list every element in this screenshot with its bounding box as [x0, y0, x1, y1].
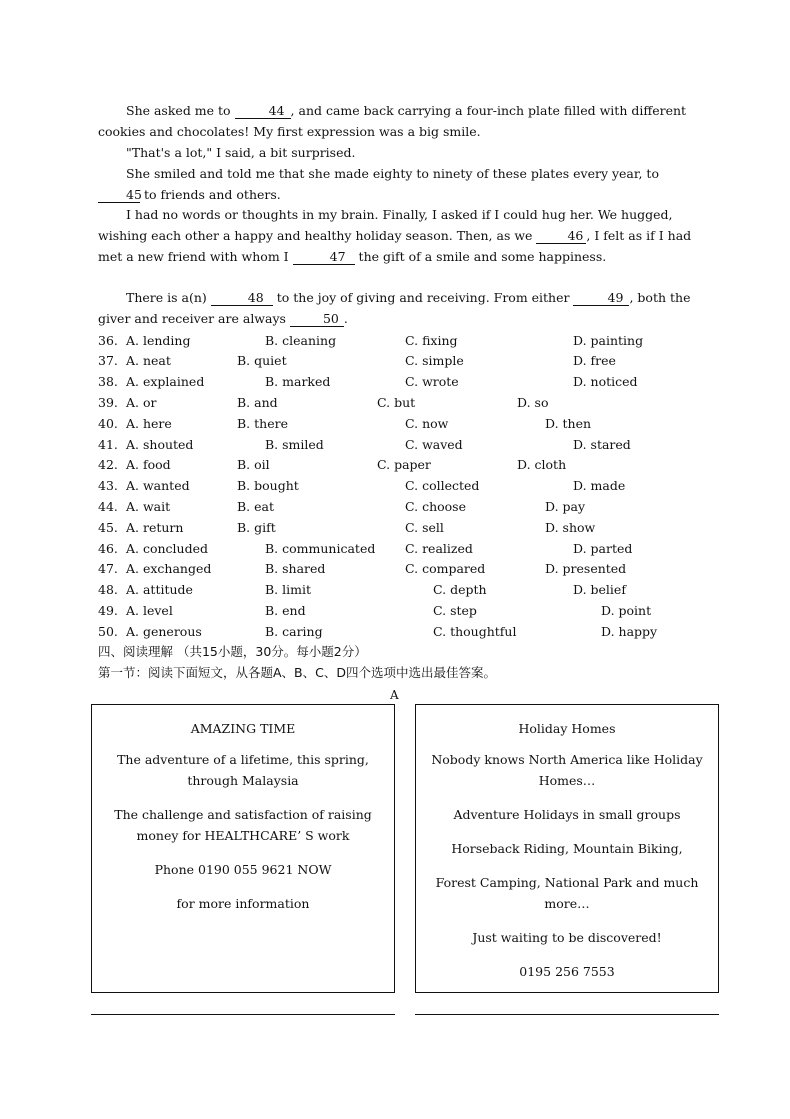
question-row: 36. A. lending B. cleaning C. fixing D. painting [98, 331, 718, 351]
question-row: 46. A. concluded B. communicated C. realized D. parted [98, 539, 718, 559]
ad-text: for more information [176, 896, 310, 911]
question-row: 37. A. neat B. quiet C. simple D. free [98, 351, 718, 371]
option-b: B. cleaning [265, 333, 337, 348]
option-d: D. parted [573, 541, 633, 556]
option-b: B. oil [237, 457, 270, 472]
option-c: C. compared [405, 561, 486, 576]
ad-text: Adventure Holidays in small groups [453, 807, 681, 822]
option-c: C. realized [405, 541, 473, 556]
question-row: 44. A. wait B. eat C. choose D. pay [98, 497, 718, 517]
blank-48: 48 [211, 291, 273, 306]
ad-phone: Phone 0190 055 9621 NOW [154, 862, 332, 877]
option-a: A. here [126, 416, 172, 431]
option-a: A. lending [126, 333, 191, 348]
option-a: A. explained [126, 374, 205, 389]
divider-line [91, 1014, 395, 1015]
option-c: C. wrote [405, 374, 459, 389]
option-c: C. fixing [405, 333, 458, 348]
ad-box-amazing-time [91, 704, 395, 993]
blank-45: 45 [98, 188, 140, 203]
option-c: C. waved [405, 437, 463, 452]
option-c: C. simple [405, 353, 464, 368]
option-d: D. happy [601, 624, 658, 639]
ad-text: Just waiting to be discovered! [472, 930, 662, 945]
option-b: B. limit [265, 582, 312, 597]
ad-box-holiday-homes [415, 704, 719, 993]
option-c: C. sell [405, 520, 444, 535]
ad-phone: 0195 256 7553 [519, 964, 615, 979]
option-a: A. exchanged [126, 561, 212, 576]
section-instruction: 第一节：阅读下面短文，从各题A、B、C、D四个选项中选出最佳答案。 [98, 665, 496, 680]
question-row: 40. A. here B. there C. now D. then [98, 414, 718, 434]
option-b: B. eat [237, 499, 275, 514]
option-a: A. generous [126, 624, 202, 639]
blank-49: 49 [573, 291, 629, 306]
question-row: 43. A. wanted B. bought C. collected D. made [98, 476, 718, 496]
passage-paragraph-1: She asked me to 44 , and came back carrying a four-inch plate filled with different cookies and chocolates! My first expression was a big smile. [98, 103, 687, 139]
option-b: B. communicated [265, 541, 376, 556]
option-b: B. marked [265, 374, 331, 389]
option-c: C. depth [433, 582, 487, 597]
option-a: A. neat [126, 353, 171, 368]
option-b: B. and [237, 395, 278, 410]
option-d: D. free [573, 353, 616, 368]
option-a: A. food [126, 457, 171, 472]
ad-text: Forest Camping, National Park and much more… [435, 875, 699, 911]
option-b: B. there [237, 416, 288, 431]
option-c: C. paper [377, 457, 431, 472]
passage-paragraph-4: I had no words or thoughts in my brain. Finally, I asked if I could hug her. We hugged, wishing each other a happy and healthy holiday season. Then, as we 46 , I felt as if I had met a new friend with whom I 47 the gift of a smile and some happiness. [98, 207, 692, 264]
ad-text: Nobody knows North America like Holiday Homes… [431, 752, 703, 788]
ad-text: The adventure of a lifetime, this spring, through Malaysia [117, 752, 369, 788]
question-row: 49. A. level B. end C. step D. point [98, 601, 718, 621]
option-c: C. thoughtful [433, 624, 517, 639]
option-c: C. but [377, 395, 416, 410]
question-row: 47. A. exchanged B. shared C. compared D. presented [98, 559, 718, 579]
option-c: C. step [433, 603, 477, 618]
option-d: D. pay [545, 499, 586, 514]
option-a: A. attitude [126, 582, 193, 597]
question-row: 39. A. or B. and C. but D. so [98, 393, 718, 413]
passage-paragraph-2: "That's a lot," I said, a bit surprised. [126, 145, 356, 160]
passage-letter: A [390, 688, 399, 702]
question-row: 50. A. generous B. caring C. thoughtful D. happy [98, 622, 718, 642]
section-heading: 四、阅读理解 （共15小题，30分。每小题2分） [98, 644, 367, 659]
question-row: 42. A. food B. oil C. paper D. cloth [98, 455, 718, 475]
option-d: D. painting [573, 333, 644, 348]
option-d: D. made [573, 478, 626, 493]
blank-50: 50 [290, 312, 344, 327]
option-d: D. presented [545, 561, 627, 576]
question-row: 48. A. attitude B. limit C. depth D. belief [98, 580, 718, 600]
option-a: A. concluded [126, 541, 209, 556]
option-c: C. choose [405, 499, 466, 514]
option-d: D. cloth [517, 457, 567, 472]
question-row: 45. A. return B. gift C. sell D. show [98, 518, 718, 538]
blank-47: 47 [293, 250, 355, 265]
option-d: D. stared [573, 437, 631, 452]
option-a: A. or [126, 395, 157, 410]
option-b: B. smiled [265, 437, 324, 452]
option-d: D. then [545, 416, 592, 431]
option-c: C. collected [405, 478, 480, 493]
option-d: D. point [601, 603, 652, 618]
option-a: A. wanted [126, 478, 190, 493]
ad-text: The challenge and satisfaction of raising money for HEALTHCARE’ S work [114, 807, 372, 843]
option-d: D. belief [573, 582, 626, 597]
ad-title: Holiday Homes [518, 721, 616, 736]
option-c: C. now [405, 416, 449, 431]
option-b: B. end [265, 603, 306, 618]
option-a: A. level [126, 603, 173, 618]
option-a: A. wait [126, 499, 171, 514]
option-b: B. caring [265, 624, 323, 639]
option-a: A. shouted [126, 437, 194, 452]
option-b: B. quiet [237, 353, 287, 368]
divider-line [415, 1014, 719, 1015]
option-b: B. bought [237, 478, 299, 493]
blank-44: 44 [235, 104, 291, 119]
ad-text: Horseback Riding, Mountain Biking, [451, 841, 683, 856]
option-b: B. shared [265, 561, 326, 576]
option-d: D. noticed [573, 374, 638, 389]
option-d: D. so [517, 395, 549, 410]
passage-paragraph-5: There is a(n) 48 to the joy of giving and receiving. From either 49 , both the giver and receiver are always 50 . [98, 290, 691, 326]
option-b: B. gift [237, 520, 276, 535]
question-row: 38. A. explained B. marked C. wrote D. noticed [98, 372, 718, 392]
option-a: A. return [126, 520, 184, 535]
question-row: 41. A. shouted B. smiled C. waved D. stared [98, 435, 718, 455]
passage-paragraph-3: She smiled and told me that she made eighty to ninety of these plates every year, to 45 to friends and others. [98, 164, 698, 206]
option-d: D. show [545, 520, 596, 535]
blank-46: 46 [536, 229, 586, 244]
ad-title: AMAZING TIME [190, 721, 296, 736]
